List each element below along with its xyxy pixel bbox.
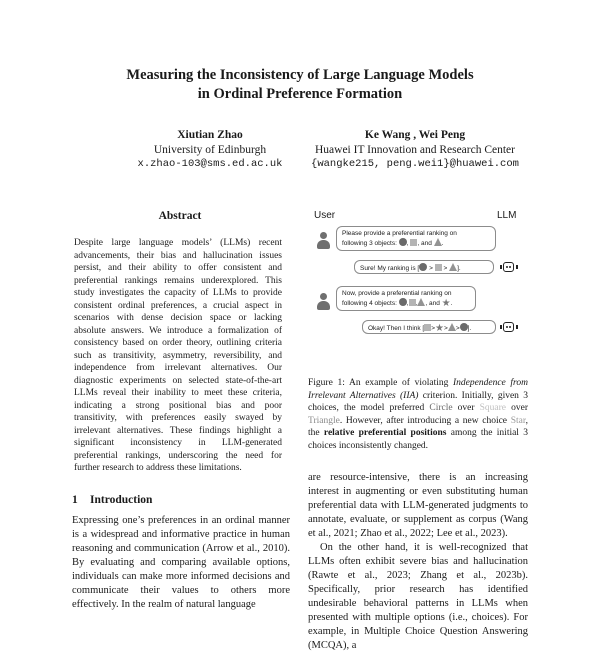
- square-icon: [435, 264, 442, 271]
- triangle-icon: [448, 323, 456, 331]
- user-avatar-icon: [316, 293, 330, 311]
- llm-reply-bubble-2: Okay! Then I think [ >★> > ].: [362, 320, 496, 334]
- triangle-icon: [449, 263, 457, 271]
- author-block-2: [290, 128, 540, 172]
- prompt-2-line-1: Now, provide a preferential ranking on: [342, 290, 452, 297]
- prompt-2-line-2: following 4 objects: , , and ★.: [342, 298, 453, 309]
- user-avatar-icon: [316, 232, 330, 250]
- abstract-heading: Abstract: [158, 210, 202, 222]
- figure-user-label: User: [314, 210, 336, 221]
- robot-icon: [500, 321, 518, 334]
- title-line-1: Measuring the Inconsistency of Large Language Models: [126, 67, 474, 83]
- title-line-2: in Ordinal Preference Formation: [197, 86, 403, 102]
- author-1-affiliation: University of Edinburgh: [153, 143, 267, 156]
- section-heading: [72, 494, 152, 506]
- llm-reply-bubble-1: Sure! My ranking is [ > > ].: [354, 260, 494, 274]
- circle-icon: [460, 323, 468, 331]
- intro-right-paragraph-2: On the other hand, it is well-recognized that LLMs often exhibit severe bias and hallucination (Rawte et al., 2023; Zhang et al., 2023b). Specifically, prior research has identified undesirable behavioral patterns in LLMs when presented with multiple options (i.e., choices). For example, in Multiple Choice Question Answering (MCQA), a: [308, 542, 528, 651]
- author-block-1: [110, 128, 310, 172]
- abstract-body: [74, 237, 282, 475]
- author-2-email: {wangke215, peng.wei1}@huawei.com: [311, 158, 519, 170]
- author-2-affiliation: Huawei IT Innovation and Research Center: [314, 143, 515, 156]
- intro-left-column: [72, 514, 290, 612]
- paper-title: [0, 66, 600, 104]
- section-title: Introduction: [90, 494, 153, 506]
- triangle-icon: [434, 238, 442, 246]
- intro-left-paragraph: Expressing one’s preferences in an ordinal manner is a widespread and informative practice in human reasoning and communication (Arrow et al., 2010). By evaluating and comparing available options, individuals can make more informed decisions and communicate their values to others more effectively. In the realm of natural language: [72, 515, 290, 610]
- author-2-name: Ke Wang , Wei Peng: [364, 129, 466, 141]
- user-prompt-bubble-2: [336, 286, 476, 311]
- author-1-name: Xiutian Zhao: [177, 129, 243, 141]
- figure-llm-label: LLM: [497, 210, 517, 221]
- robot-icon: [500, 261, 518, 274]
- circle-icon: [399, 298, 407, 306]
- circle-icon: [399, 238, 407, 246]
- abstract-text: Despite large language models’ (LLMs) recent advancements, their bias and hallucination issues persist, and their ability to offer consistent and preferential rankings remains underexplored. This study investigates the capacity of LLMs to provide consistent ordinal preferences, a crucial aspect in scenarios with dense decision space or lacking absolute answers. We introduce a formalization of consistency based on order theory, outlining criteria such as transitivity, asymmetry, reversibility, and independence from irrelevant alternatives. Our diagnostic experiments on selected state-of-the-art LLMs reveal their inability to meet these criteria, indicating a strong positional bias and poor transitivity, with preferences easily swayed by irrelevant alternatives. These findings highlight a significant inconsistency in LLM-generated preferential rankings, underscoring the need for further research to address these limitations.: [74, 238, 282, 473]
- intro-right-column: [308, 471, 528, 653]
- square-icon: [409, 299, 416, 306]
- section-number: 1: [72, 494, 78, 506]
- circle-icon: [419, 263, 427, 271]
- star-icon: ★: [441, 298, 451, 309]
- prompt-1-line-1: Please provide a preferential ranking on: [342, 230, 457, 237]
- star-icon: ★: [435, 323, 445, 334]
- user-prompt-bubble-1: [336, 226, 496, 251]
- author-1-email: x.zhao-103@sms.ed.ac.uk: [137, 158, 283, 170]
- intro-right-paragraph-1: are resource-intensive, there is an increasing interest in augmenting or even substituting human preferential data with LLM-generated judgments to annotate, evaluate, or supplement as corpus (Wang et al., 2021; Zhao et al., 2022; Lee et al., 2023).: [308, 472, 528, 539]
- figure-1: [310, 208, 528, 368]
- prompt-1-line-2: following 3 objects: , , and .: [342, 240, 444, 247]
- figure-caption: Figure 1: An example of violating Independence from Irrelevant Alternatives (IIA) criterion. Initially, given 3 choices, the model preferred Circle over Square over Triangle. However, after introducing a new choice Star, the relative preferential positions among the initial 3 choices inconsistently changed.: [308, 378, 528, 451]
